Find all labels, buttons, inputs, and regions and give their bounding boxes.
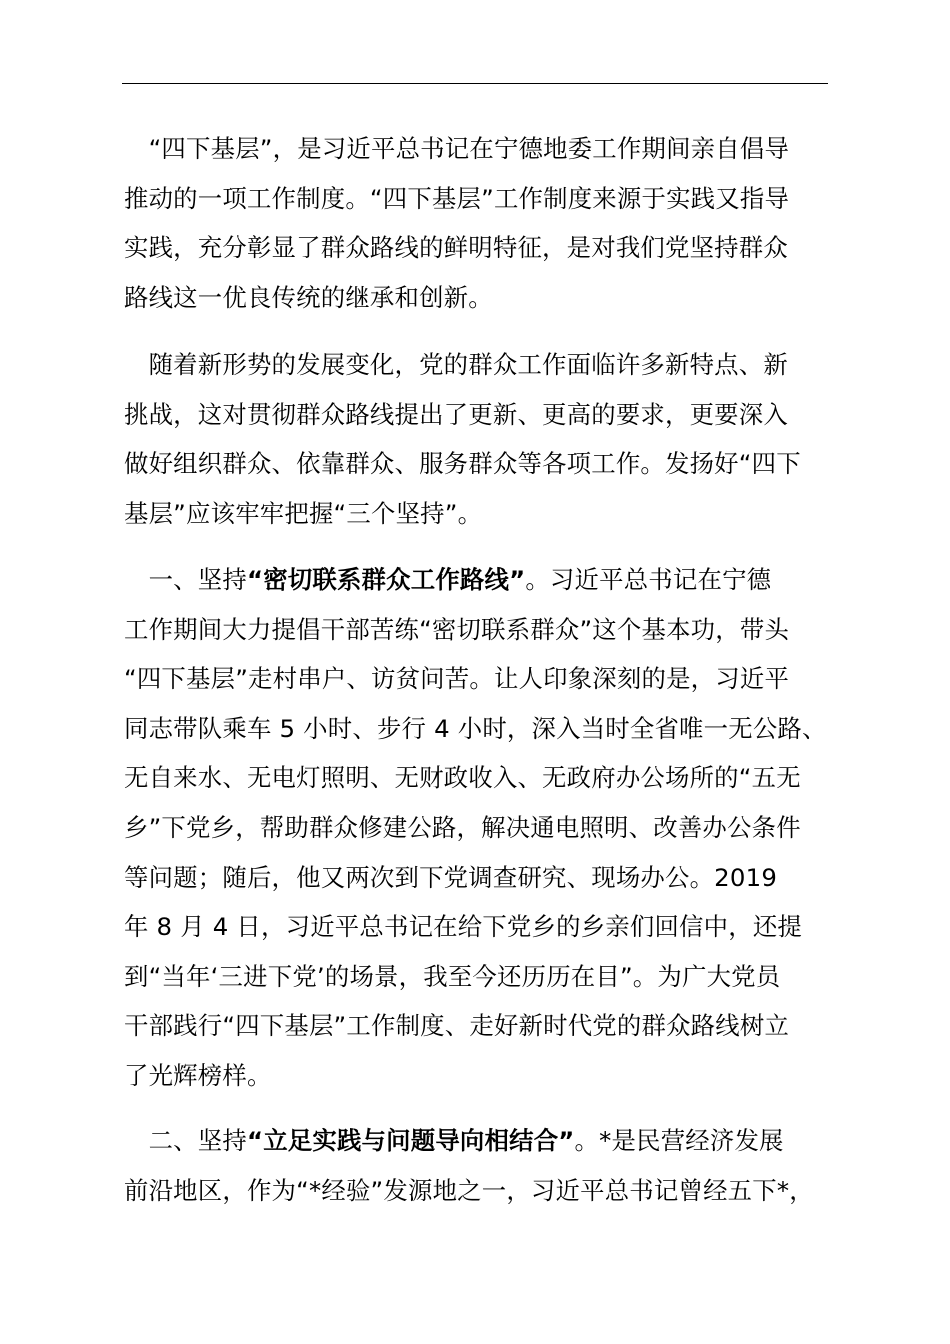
text-line: 了光辉榜样。: [124, 1060, 272, 1090]
paragraph-intro: [124, 124, 834, 322]
text-line: “四下基层”，是习近平总书记在宁德地委工作期间亲自倡导: [124, 134, 790, 163]
text-line: 无自来水、无电灯照明、无财政收入、无政府办公场所的“五无: [124, 763, 801, 793]
text-line: 干部践行“四下基层”工作制度、走好新时代党的群众路线树立: [124, 1011, 790, 1041]
point-one-lead: 一、坚持: [124, 565, 247, 594]
paragraph-point-two: [124, 1116, 834, 1215]
text-line: 前沿地区，作为“*经验”发源地之一，习近平总书记曾经五下*，: [124, 1175, 814, 1205]
text-line: 随着新形势的发展变化，党的群众工作面临许多新特点、新: [124, 350, 788, 379]
text-line: [124, 555, 834, 605]
text-line: [124, 1116, 834, 1166]
point-two-heading: “立足实践与问题导向相结合”: [246, 1126, 575, 1155]
text-line: 同志带队乘车 5 小时、步行 4 小时，深入当时全省唯一无公路、: [124, 713, 827, 743]
text-line: 等问题；随后，他又两次到下党调查研究、现场办公。2019: [124, 862, 778, 892]
point-two-lead: 二、坚持: [124, 1126, 247, 1155]
paragraph-point-one: [124, 555, 834, 1101]
paragraph-context: [124, 340, 834, 538]
text-line: 路线这一优良传统的继承和创新。: [124, 282, 493, 312]
text-line: 到“当年‘三进下党’的场景，我至今还历历在目”。为广大党员: [124, 961, 781, 991]
text-line: “四下基层”走村串户、访贫问苦。让人印象深刻的是，习近平: [124, 664, 790, 694]
text-line: 乡”下党乡，帮助群众修建公路，解决通电照明、改善办公条件: [124, 812, 801, 842]
point-one-heading: “密切联系群众工作路线”: [246, 565, 526, 594]
point-two-tail: 。*是民营经济发展: [574, 1126, 784, 1155]
text-line: 挑战，这对贯彻群众路线提出了更新、更高的要求，更要深入: [124, 399, 788, 429]
text-line: 工作期间大力提倡干部苦练“密切联系群众”这个基本功，带头: [124, 614, 790, 644]
header-rule: [122, 83, 828, 84]
text-line: 推动的一项工作制度。“四下基层”工作制度来源于实践又指导: [124, 183, 790, 213]
text-line: 年 8 月 4 日，习近平总书记在给下党乡的乡亲们回信中，还提: [124, 912, 803, 942]
text-line: 基层”应该牢牢把握“三个坚持”。: [124, 498, 483, 528]
text-line: 实践，充分彰显了群众路线的鲜明特征，是对我们党坚持群众: [124, 233, 788, 263]
point-one-tail: 。习近平总书记在宁德: [525, 565, 772, 594]
text-line: 做好组织群众、依靠群众、服务群众等各项工作。发扬好“四下: [124, 449, 801, 479]
